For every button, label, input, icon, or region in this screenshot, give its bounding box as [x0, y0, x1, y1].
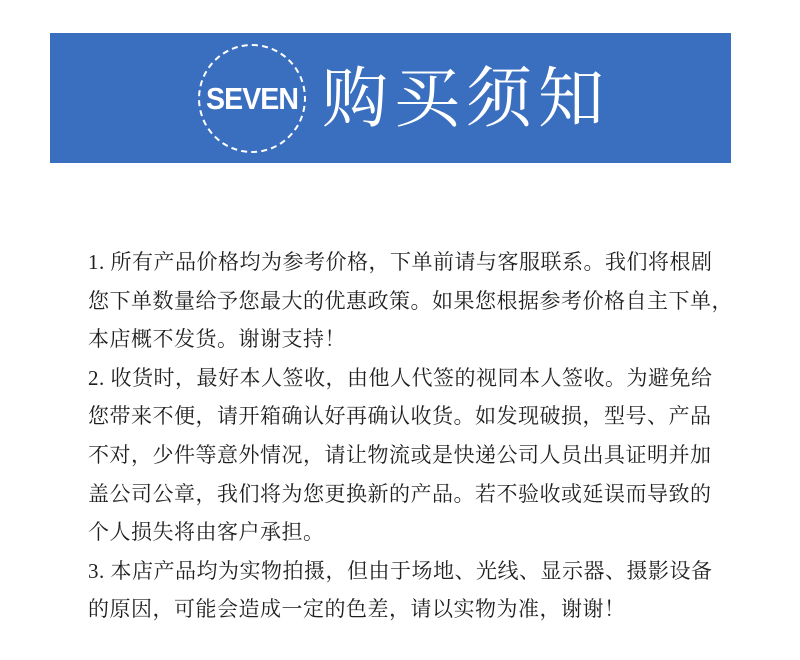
notice-line: 的原因，可能会造成一定的色差，请以实物为准，谢谢！ [88, 597, 626, 622]
seven-logo-circle [198, 44, 306, 153]
notice-line: 您下单数量给予您最大的优惠政策。如果您根据参考价格自主下单， [88, 288, 733, 313]
header-banner [50, 33, 731, 163]
notice-text-block [88, 243, 733, 629]
notice-line: 您带来不便，请开箱确认好再确认收货。如发现破损，型号、产品 [88, 404, 712, 429]
notice-line: 本店概不发货。谢谢支持！ [88, 327, 346, 352]
notice-line: 不对，少件等意外情况，请让物流或是快递公司人员出具证明并加 [88, 442, 712, 467]
notice-line: 1. 所有产品价格均为参考价格，下单前请与客服联系。我们将根剧 [88, 250, 713, 274]
notice-line: 3. 本店产品均为实物拍摄，但由于场地、光线、显示器、摄影设备 [88, 558, 713, 583]
page-title: 购买须知 [322, 63, 610, 136]
seven-logo-text: SEVEN [205, 80, 299, 116]
notice-line: 盖公司公章，我们将为您更换新的产品。若不验收或延误而导致的 [88, 481, 712, 506]
notice-line: 个人损失将由客户承担。 [88, 520, 325, 545]
notice-line: 2. 收货时，最好本人签收，由他人代签的视同本人签收。为避免给 [88, 365, 713, 390]
